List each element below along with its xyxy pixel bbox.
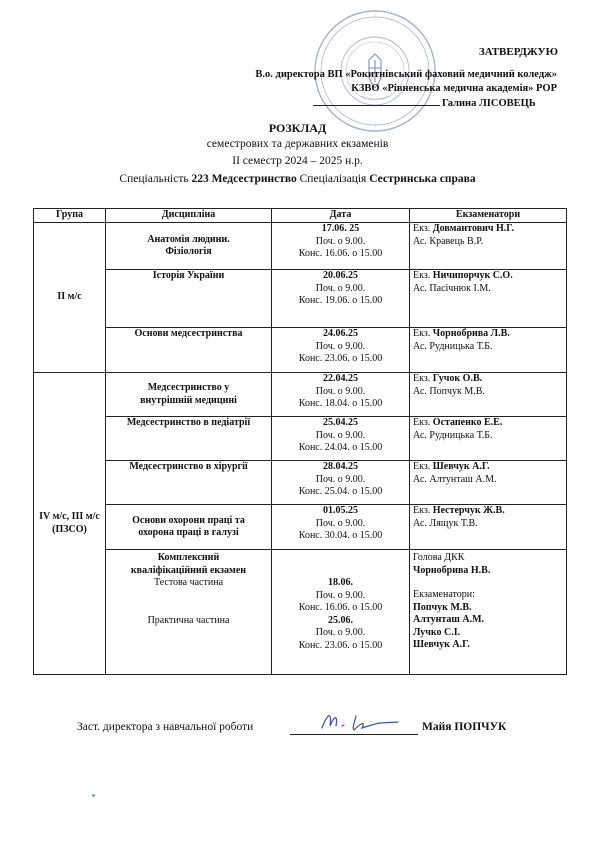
- approval-signature-line: [313, 105, 440, 106]
- table-header-row: [34, 209, 567, 223]
- date-cell: 28.04.25 Поч. о 9.00. Конс. 25.04. о 15.00: [272, 461, 410, 505]
- date-cell: 01.05.25 Поч. о 9.00. Конс. 30.04. о 15.00: [272, 505, 410, 550]
- discipline-cell: Основи медсестринства: [106, 328, 272, 373]
- examiners-cell: Голова ДКК Чорнобрива Н.В. Екзаменатори: Попчук М.В. Алтунташ А.М. Лучко С.І. Шевчук А.Г.: [410, 550, 567, 675]
- specialization-value: Сестринська справа: [369, 173, 476, 185]
- discipline-cell: Медсестринство в хірургії: [106, 461, 272, 505]
- examiners-cell: Екз. Остапенко Е.Е. Ас. Рудницька Т.Б.: [410, 417, 567, 461]
- approval-line2: КЗВО «Рівненська медична академія» РОР: [351, 83, 557, 94]
- column-header: Дисципліна: [106, 209, 272, 223]
- table-row: [34, 417, 567, 461]
- table-row: [34, 461, 567, 505]
- footer-signatory: Майя ПОПЧУК: [422, 721, 507, 733]
- examiners-cell: Екз. Нестерчук Ж.В. Ас. Лящук Т.В.: [410, 505, 567, 550]
- approval-line1: В.о. директора ВП «Рокитнівський фаховий медичний коледж»: [255, 69, 557, 80]
- date-cell: 22.04.25 Поч. о 9.00. Конс. 18.04. о 15.00: [272, 373, 410, 417]
- examiners-cell: Екз. Шевчук А.Г. Ас. Алтунташ А.М.: [410, 461, 567, 505]
- semester-line: ІІ семестр 2024 – 2025 н.р.: [232, 155, 363, 167]
- examiners-cell: Екз. Ничипорчук С.О. Ас. Пасічнюк І.М.: [410, 270, 567, 328]
- specialization-label: Спеціалізація: [299, 173, 367, 185]
- table-row: [34, 505, 567, 550]
- date-cell: 17.06. 25 Поч. о 9.00. Конс. 16.06. о 15.00: [272, 223, 410, 270]
- discipline-cell: Основи охорони праці та охорона праці в галузі: [106, 505, 272, 550]
- specialty-value: 223 Медсестринство: [191, 173, 297, 185]
- complex-part2: Практична частина: [147, 614, 230, 626]
- examiners-cell: Екз. Гучок О.В. Ас. Попчук М.В.: [410, 373, 567, 417]
- table-row: [34, 270, 567, 328]
- approval-signatory: Галина ЛІСОВЕЦЬ: [442, 98, 536, 109]
- specialty-line: [0, 173, 595, 185]
- discipline-cell: Історія України: [106, 270, 272, 328]
- column-header: Дата: [272, 209, 410, 223]
- table-row: [34, 328, 567, 373]
- complex-exam-cell: Комплексний кваліфікаційний екзамен Тестова частина Практична частина: [106, 550, 272, 675]
- specialty-label: Спеціальність: [119, 173, 189, 185]
- stray-mark: [92, 794, 95, 797]
- footer-label: Заст. директора з навчальної роботи: [77, 721, 254, 733]
- column-header: Група: [34, 209, 106, 223]
- examiners-cell: Екз. Чорнобрива Л.В. Ас. Рудницька Т.Б.: [410, 328, 567, 373]
- discipline-cell: Анатомія людини. Фізіологія: [106, 223, 272, 270]
- doc-subtitle: семестрових та державних екзаменів: [206, 138, 389, 150]
- column-header: Екзаменатори: [410, 209, 567, 223]
- group-cell: ІV м/с, ІІІ м/с (ПЗСО): [34, 373, 106, 675]
- discipline-cell: Медсестринство у внутрішній медицині: [106, 373, 272, 417]
- examiners-cell: Екз. Довмантович Н.Г. Ас. Кравець В.Р.: [410, 223, 567, 270]
- discipline-cell: Медсестринство в педіатрії: [106, 417, 272, 461]
- group-cell: ІІ м/с: [34, 223, 106, 373]
- exam-schedule-table: [33, 208, 567, 675]
- date-cell: 25.04.25 Поч. о 9.00. Конс. 24.04. о 15.00: [272, 417, 410, 461]
- date-cell: 24.06.25 Поч. о 9.00. Конс. 23.06. о 15.00: [272, 328, 410, 373]
- date-cell: 20.06.25 Поч. о 9.00. Конс. 19.06. о 15.00: [272, 270, 410, 328]
- complex-part1: Тестова частина: [153, 577, 224, 588]
- table-row: [34, 373, 567, 417]
- date-cell: 18.06. Поч. о 9.00. Конс. 16.06. о 15.00 25.06. Поч. о 9.00. Конс. 23.06. о 15.00: [272, 550, 410, 675]
- footer-signature-line: [290, 734, 418, 735]
- handwritten-signature: [318, 706, 408, 734]
- doc-title: РОЗКЛАД: [268, 121, 327, 135]
- table-row: [34, 550, 567, 675]
- table-row: [34, 223, 567, 270]
- approval-title: ЗАТВЕРДЖУЮ: [478, 46, 558, 58]
